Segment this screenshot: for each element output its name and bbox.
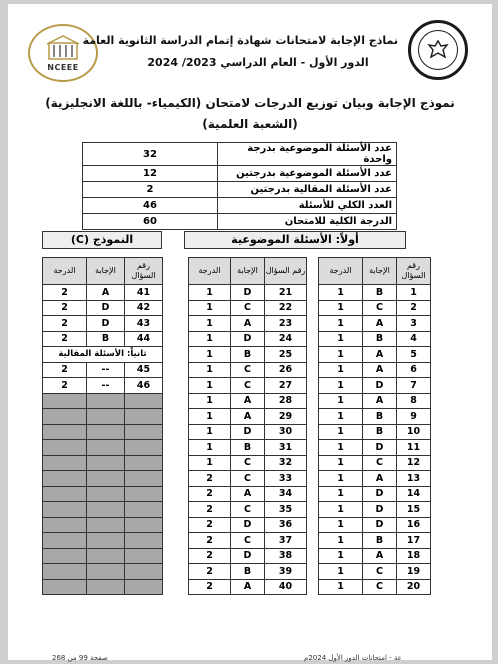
answers-table-1 bbox=[318, 257, 431, 595]
answer-row bbox=[319, 424, 431, 440]
answer-row bbox=[319, 285, 431, 301]
answer-cell: A bbox=[231, 393, 265, 409]
answer-cell: B bbox=[363, 533, 397, 549]
answer-row bbox=[189, 517, 307, 533]
grade-cell: 1 bbox=[319, 471, 363, 487]
answer-cell: D bbox=[87, 300, 125, 316]
answer-row bbox=[319, 316, 431, 332]
answer-cell: C bbox=[231, 362, 265, 378]
empty-row bbox=[43, 533, 163, 549]
answer-cell: D bbox=[231, 285, 265, 301]
answer-row bbox=[319, 440, 431, 456]
empty-gray-cell bbox=[43, 409, 87, 425]
grade-cell: 2 bbox=[43, 378, 87, 394]
question-number-cell: 38 bbox=[265, 548, 307, 564]
summary-label: الدرجة الكلية للامتحان bbox=[218, 214, 397, 230]
summary-value: 2 bbox=[83, 182, 218, 198]
question-number-cell: 45 bbox=[125, 362, 163, 378]
grade-cell: 2 bbox=[43, 316, 87, 332]
answer-cell: B bbox=[231, 440, 265, 456]
answer-cell: A bbox=[363, 548, 397, 564]
grade-cell: 2 bbox=[189, 486, 231, 502]
summary-row bbox=[83, 214, 397, 230]
empty-gray-cell bbox=[125, 424, 163, 440]
answer-cell: A bbox=[363, 393, 397, 409]
empty-row bbox=[43, 409, 163, 425]
grade-cell: 2 bbox=[189, 579, 231, 595]
empty-gray-cell bbox=[87, 471, 125, 487]
empty-gray-cell bbox=[87, 424, 125, 440]
grade-cell: 1 bbox=[319, 285, 363, 301]
answer-cell: A bbox=[363, 362, 397, 378]
empty-gray-cell bbox=[87, 393, 125, 409]
grade-cell: 1 bbox=[319, 579, 363, 595]
grade-cell: 1 bbox=[189, 393, 231, 409]
page-number: صفحة 99 من 268 bbox=[52, 654, 108, 662]
grade-cell: 1 bbox=[189, 331, 231, 347]
question-number-cell: 24 bbox=[265, 331, 307, 347]
empty-gray-cell bbox=[125, 517, 163, 533]
answer-cell: D bbox=[231, 424, 265, 440]
empty-gray-cell bbox=[87, 455, 125, 471]
empty-gray-cell bbox=[43, 440, 87, 456]
answer-cell: D bbox=[231, 331, 265, 347]
question-number-cell: 15 bbox=[397, 502, 431, 518]
answer-row bbox=[189, 471, 307, 487]
empty-gray-cell bbox=[125, 440, 163, 456]
grade-cell: 1 bbox=[319, 455, 363, 471]
question-number-cell: 4 bbox=[397, 331, 431, 347]
answer-row bbox=[189, 409, 307, 425]
answer-cell: D bbox=[87, 316, 125, 332]
grade-cell: 1 bbox=[319, 533, 363, 549]
empty-gray-cell bbox=[87, 517, 125, 533]
question-number-cell: 25 bbox=[265, 347, 307, 363]
answer-cell: A bbox=[87, 285, 125, 301]
empty-gray-cell bbox=[125, 533, 163, 549]
grade-cell: 1 bbox=[189, 424, 231, 440]
empty-row bbox=[43, 471, 163, 487]
col-number-header: رقم السؤال bbox=[265, 258, 307, 285]
answer-cell: -- bbox=[87, 362, 125, 378]
grade-cell: 1 bbox=[319, 347, 363, 363]
empty-row bbox=[43, 502, 163, 518]
answer-row bbox=[43, 316, 163, 332]
answer-row bbox=[43, 285, 163, 301]
answer-row bbox=[319, 331, 431, 347]
question-number-cell: 33 bbox=[265, 471, 307, 487]
answer-row bbox=[319, 533, 431, 549]
question-number-cell: 31 bbox=[265, 440, 307, 456]
grade-cell: 1 bbox=[189, 409, 231, 425]
col-grade-header: الدرجة bbox=[319, 258, 363, 285]
empty-gray-cell bbox=[43, 393, 87, 409]
empty-row bbox=[43, 455, 163, 471]
empty-gray-cell bbox=[87, 564, 125, 580]
grade-cell: 2 bbox=[189, 533, 231, 549]
empty-row bbox=[43, 517, 163, 533]
answer-cell: C bbox=[363, 300, 397, 316]
empty-gray-cell bbox=[87, 502, 125, 518]
question-number-cell: 34 bbox=[265, 486, 307, 502]
empty-row bbox=[43, 393, 163, 409]
answer-cell: D bbox=[231, 517, 265, 533]
empty-gray-cell bbox=[43, 455, 87, 471]
empty-gray-cell bbox=[125, 393, 163, 409]
summary-label: العدد الكلي للأسئلة bbox=[218, 198, 397, 214]
grade-cell: 1 bbox=[319, 393, 363, 409]
answer-cell: A bbox=[363, 316, 397, 332]
grade-cell: 2 bbox=[189, 502, 231, 518]
empty-gray-cell bbox=[87, 409, 125, 425]
question-number-cell: 29 bbox=[265, 409, 307, 425]
answer-row bbox=[319, 362, 431, 378]
ministry-logo bbox=[408, 20, 468, 80]
empty-gray-cell bbox=[43, 564, 87, 580]
answer-row bbox=[189, 548, 307, 564]
empty-gray-cell bbox=[87, 440, 125, 456]
answer-row bbox=[189, 378, 307, 394]
col-grade-header: الدرجة bbox=[43, 258, 87, 285]
answer-cell: C bbox=[363, 564, 397, 580]
summary-row bbox=[83, 166, 397, 182]
answer-row bbox=[189, 579, 307, 595]
empty-gray-cell bbox=[87, 486, 125, 502]
question-number-cell: 42 bbox=[125, 300, 163, 316]
question-number-cell: 7 bbox=[397, 378, 431, 394]
summary-value: 60 bbox=[83, 214, 218, 230]
empty-row bbox=[43, 579, 163, 595]
grade-cell: 2 bbox=[43, 362, 87, 378]
grade-cell: 2 bbox=[43, 300, 87, 316]
grade-cell: 1 bbox=[189, 300, 231, 316]
institution-emblem-icon bbox=[43, 35, 83, 61]
grade-cell: 1 bbox=[319, 548, 363, 564]
answer-row bbox=[319, 409, 431, 425]
answer-cell: A bbox=[231, 409, 265, 425]
answer-cell: C bbox=[363, 579, 397, 595]
empty-gray-cell bbox=[43, 486, 87, 502]
question-number-cell: 37 bbox=[265, 533, 307, 549]
answer-row bbox=[189, 424, 307, 440]
empty-gray-cell bbox=[87, 533, 125, 549]
answer-row bbox=[189, 502, 307, 518]
answer-row bbox=[189, 362, 307, 378]
grade-cell: 2 bbox=[189, 548, 231, 564]
summary-label: عدد الأسئلة الموضوعية بدرجتين bbox=[218, 166, 397, 182]
summary-table bbox=[82, 142, 397, 230]
answer-row bbox=[189, 533, 307, 549]
question-number-cell: 16 bbox=[397, 517, 431, 533]
empty-gray-cell bbox=[125, 564, 163, 580]
empty-gray-cell bbox=[43, 579, 87, 595]
summary-row bbox=[83, 182, 397, 198]
grade-cell: 1 bbox=[319, 316, 363, 332]
answer-cell: B bbox=[363, 285, 397, 301]
answer-row bbox=[319, 471, 431, 487]
grade-cell: 1 bbox=[319, 331, 363, 347]
empty-gray-cell bbox=[43, 424, 87, 440]
question-number-cell: 6 bbox=[397, 362, 431, 378]
empty-gray-cell bbox=[43, 533, 87, 549]
answer-cell: C bbox=[231, 455, 265, 471]
answer-cell: D bbox=[363, 517, 397, 533]
answer-cell: D bbox=[363, 440, 397, 456]
header-line-1: نماذج الإجابة لامتحانات شهادة إتمام الدراسة الثانوية العامة bbox=[82, 34, 398, 47]
empty-gray-cell bbox=[43, 517, 87, 533]
answer-row bbox=[319, 564, 431, 580]
section-essay-questions: ثانياً: الأسئلة المقالية bbox=[43, 347, 163, 363]
answer-cell: B bbox=[231, 347, 265, 363]
question-number-cell: 30 bbox=[265, 424, 307, 440]
essay-section-row bbox=[43, 347, 163, 363]
question-number-cell: 18 bbox=[397, 548, 431, 564]
answer-cell: B bbox=[363, 331, 397, 347]
answer-row bbox=[319, 502, 431, 518]
answer-cell: A bbox=[231, 579, 265, 595]
answer-row bbox=[189, 393, 307, 409]
answer-row bbox=[189, 486, 307, 502]
answer-cell: B bbox=[231, 564, 265, 580]
answer-row bbox=[319, 579, 431, 595]
answer-cell: C bbox=[231, 378, 265, 394]
empty-gray-cell bbox=[43, 502, 87, 518]
answers-table-3 bbox=[42, 257, 163, 595]
empty-row bbox=[43, 564, 163, 580]
question-number-cell: 9 bbox=[397, 409, 431, 425]
grade-cell: 1 bbox=[319, 300, 363, 316]
eagle-emblem-icon bbox=[418, 30, 458, 70]
grade-cell: 2 bbox=[43, 331, 87, 347]
summary-value: 46 bbox=[83, 198, 218, 214]
answer-cell: D bbox=[231, 548, 265, 564]
answer-row bbox=[319, 393, 431, 409]
grade-cell: 1 bbox=[189, 316, 231, 332]
answer-cell: A bbox=[231, 316, 265, 332]
empty-row bbox=[43, 486, 163, 502]
answer-cell: D bbox=[363, 378, 397, 394]
col-number-header: رقم السؤال bbox=[397, 258, 431, 285]
answer-row bbox=[189, 300, 307, 316]
question-number-cell: 2 bbox=[397, 300, 431, 316]
question-number-cell: 27 bbox=[265, 378, 307, 394]
empty-row bbox=[43, 440, 163, 456]
answer-row bbox=[319, 378, 431, 394]
summary-row bbox=[83, 143, 397, 166]
answers-table-2 bbox=[188, 257, 307, 595]
question-number-cell: 1 bbox=[397, 285, 431, 301]
answer-key-page bbox=[8, 4, 492, 660]
question-number-cell: 22 bbox=[265, 300, 307, 316]
nceee-logo-text: NCEEE bbox=[47, 62, 79, 72]
answer-cell: D bbox=[363, 502, 397, 518]
footer-exam-note: عة - امتحانات الدور الأول 2024م bbox=[304, 654, 402, 662]
answer-row bbox=[189, 440, 307, 456]
grade-cell: 1 bbox=[189, 285, 231, 301]
grade-cell: 1 bbox=[319, 517, 363, 533]
nceee-logo bbox=[28, 24, 98, 82]
summary-value: 32 bbox=[83, 143, 218, 166]
page-title: نموذج الإجابة وبيان توزيع الدرجات لامتحان (الكيمياء- باللغة الانجليزية) bbox=[45, 96, 455, 110]
question-number-cell: 41 bbox=[125, 285, 163, 301]
grade-cell: 1 bbox=[319, 564, 363, 580]
summary-label: عدد الأسئلة الموضوعية بدرجة واحدة bbox=[218, 143, 397, 166]
answer-row bbox=[319, 486, 431, 502]
grade-cell: 1 bbox=[189, 455, 231, 471]
col-answer-header: الإجابة bbox=[87, 258, 125, 285]
section-objective-questions: أولاً: الأسئلة الموضوعية bbox=[184, 231, 406, 249]
empty-gray-cell bbox=[87, 548, 125, 564]
empty-gray-cell bbox=[125, 471, 163, 487]
answer-row bbox=[189, 285, 307, 301]
col-answer-header: الإجابة bbox=[363, 258, 397, 285]
answer-row bbox=[189, 331, 307, 347]
question-number-cell: 32 bbox=[265, 455, 307, 471]
empty-gray-cell bbox=[43, 548, 87, 564]
answer-row bbox=[319, 517, 431, 533]
empty-gray-cell bbox=[125, 455, 163, 471]
question-number-cell: 46 bbox=[125, 378, 163, 394]
question-number-cell: 20 bbox=[397, 579, 431, 595]
empty-gray-cell bbox=[125, 409, 163, 425]
grade-cell: 1 bbox=[189, 362, 231, 378]
answer-row bbox=[319, 347, 431, 363]
answer-cell: B bbox=[363, 424, 397, 440]
question-number-cell: 39 bbox=[265, 564, 307, 580]
question-number-cell: 23 bbox=[265, 316, 307, 332]
grade-cell: 2 bbox=[189, 471, 231, 487]
header-line-2: الدور الأول - العام الدراسي 2023/ 2024 bbox=[147, 56, 369, 69]
question-number-cell: 14 bbox=[397, 486, 431, 502]
question-number-cell: 10 bbox=[397, 424, 431, 440]
summary-label: عدد الأسئلة المقالية بدرجتين bbox=[218, 182, 397, 198]
answer-cell: A bbox=[363, 471, 397, 487]
summary-value: 12 bbox=[83, 166, 218, 182]
empty-gray-cell bbox=[125, 502, 163, 518]
answer-row bbox=[319, 300, 431, 316]
answer-cell: A bbox=[231, 486, 265, 502]
empty-gray-cell bbox=[125, 579, 163, 595]
grade-cell: 2 bbox=[189, 564, 231, 580]
grade-cell: 1 bbox=[319, 409, 363, 425]
question-number-cell: 43 bbox=[125, 316, 163, 332]
answer-cell: C bbox=[231, 502, 265, 518]
answer-row bbox=[43, 300, 163, 316]
answer-cell: -- bbox=[87, 378, 125, 394]
answer-row bbox=[189, 564, 307, 580]
empty-gray-cell bbox=[125, 486, 163, 502]
question-number-cell: 5 bbox=[397, 347, 431, 363]
empty-row bbox=[43, 548, 163, 564]
answer-row bbox=[319, 455, 431, 471]
answer-row bbox=[43, 331, 163, 347]
question-number-cell: 12 bbox=[397, 455, 431, 471]
question-number-cell: 19 bbox=[397, 564, 431, 580]
question-number-cell: 35 bbox=[265, 502, 307, 518]
summary-row bbox=[83, 198, 397, 214]
model-label: النموذج (C) bbox=[42, 231, 162, 249]
answer-cell: C bbox=[231, 300, 265, 316]
grade-cell: 2 bbox=[43, 285, 87, 301]
question-number-cell: 11 bbox=[397, 440, 431, 456]
col-number-header: رقم السؤال bbox=[125, 258, 163, 285]
question-number-cell: 36 bbox=[265, 517, 307, 533]
page-subtitle: (الشعبة العلمية) bbox=[202, 117, 298, 131]
grade-cell: 1 bbox=[319, 378, 363, 394]
answer-cell: C bbox=[231, 471, 265, 487]
empty-gray-cell bbox=[87, 579, 125, 595]
question-number-cell: 3 bbox=[397, 316, 431, 332]
question-number-cell: 8 bbox=[397, 393, 431, 409]
grade-cell: 1 bbox=[189, 347, 231, 363]
answer-cell: B bbox=[363, 409, 397, 425]
empty-row bbox=[43, 424, 163, 440]
answer-row bbox=[43, 362, 163, 378]
question-number-cell: 17 bbox=[397, 533, 431, 549]
grade-cell: 2 bbox=[189, 517, 231, 533]
answer-cell: C bbox=[363, 455, 397, 471]
question-number-cell: 13 bbox=[397, 471, 431, 487]
grade-cell: 1 bbox=[319, 424, 363, 440]
answer-row bbox=[189, 455, 307, 471]
question-number-cell: 44 bbox=[125, 331, 163, 347]
question-number-cell: 28 bbox=[265, 393, 307, 409]
col-answer-header: الإجابة bbox=[231, 258, 265, 285]
grade-cell: 1 bbox=[189, 440, 231, 456]
answer-cell: A bbox=[363, 347, 397, 363]
grade-cell: 1 bbox=[319, 440, 363, 456]
answer-row bbox=[189, 316, 307, 332]
col-grade-header: الدرجة bbox=[189, 258, 231, 285]
answer-cell: C bbox=[231, 533, 265, 549]
grade-cell: 1 bbox=[319, 486, 363, 502]
grade-cell: 1 bbox=[319, 362, 363, 378]
empty-gray-cell bbox=[43, 471, 87, 487]
answer-cell: B bbox=[87, 331, 125, 347]
answer-row bbox=[319, 548, 431, 564]
question-number-cell: 26 bbox=[265, 362, 307, 378]
answer-row bbox=[43, 378, 163, 394]
question-number-cell: 21 bbox=[265, 285, 307, 301]
grade-cell: 1 bbox=[189, 378, 231, 394]
answer-row bbox=[189, 347, 307, 363]
grade-cell: 1 bbox=[319, 502, 363, 518]
empty-gray-cell bbox=[125, 548, 163, 564]
question-number-cell: 40 bbox=[265, 579, 307, 595]
answer-cell: D bbox=[363, 486, 397, 502]
